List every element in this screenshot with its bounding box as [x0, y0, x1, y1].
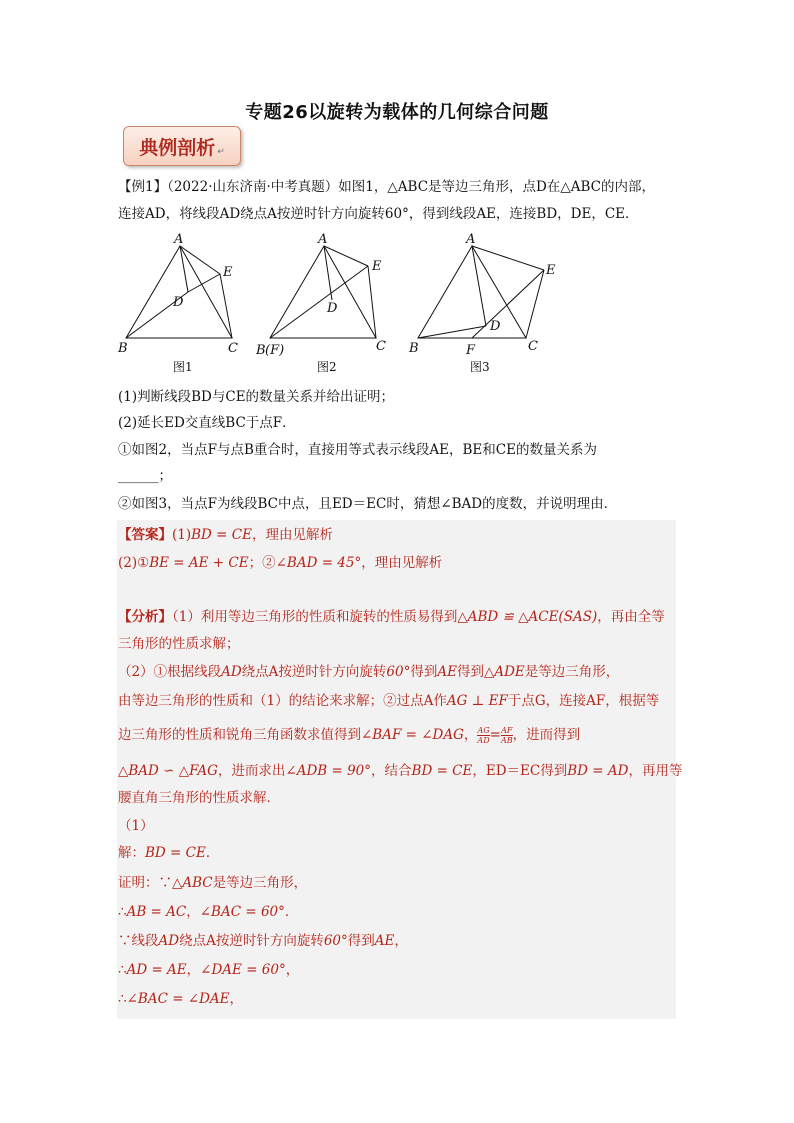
analysis-formula: △ADE [483, 664, 525, 680]
answer-2-text: ，理由见解析 [361, 555, 443, 571]
question-2-2: ②如图3，当点F为线段BC中点，且ED＝EC时，猜想∠BAD的度数，并说明理由． [118, 496, 618, 512]
analysis-text: ，再由全等 [597, 609, 665, 625]
answer-2-angle: ∠BAD = 45° [275, 555, 362, 571]
solution-line-3 [118, 903, 678, 921]
solution-text: 解： [118, 845, 145, 861]
solution-text: ， [285, 962, 300, 978]
figure-1 [126, 246, 232, 338]
solution-text: ∴ [118, 904, 127, 920]
fig1-label-c: C [228, 341, 238, 356]
solution-text: ． [284, 904, 299, 920]
solution-text: ， [186, 962, 201, 978]
analysis-text: 绕点A按逆时针方向旋转 [241, 664, 387, 680]
analysis-formula: △BAD ∽ △FAG [118, 763, 218, 779]
analysis-formula: AD [221, 664, 242, 680]
solution-formula: △ABC [172, 875, 213, 891]
fig2-label-e: E [372, 259, 382, 274]
solution-formula: 60° [323, 933, 348, 949]
solution-text: 得到 [347, 933, 375, 949]
analysis-text: ， [463, 727, 478, 743]
fraction-numerator: AG [477, 726, 490, 735]
analysis-text: 得到 [410, 664, 438, 680]
analysis-formula: △ABD ≌ △ACE(SAS) [457, 609, 598, 625]
analysis-line-3 [118, 663, 678, 681]
solution-formula: ∠DAE = 60° [200, 962, 286, 978]
analysis-formula: = [489, 727, 501, 743]
analysis-tag: 【分析】 [118, 609, 172, 625]
analysis-line-6 [118, 762, 683, 780]
solution-text: ∵线段 [118, 933, 159, 949]
analysis-formula: 60° [386, 664, 411, 680]
solution-text: ， [229, 991, 244, 1007]
fraction-denominator: AD [477, 736, 490, 745]
analysis-line-2: 三角形的性质求解； [118, 636, 240, 652]
solution-text: ∴ [118, 962, 127, 978]
solution-line-5 [118, 961, 678, 979]
analysis-text: ，进而得到 [512, 727, 581, 743]
fig3-label-a: A [466, 232, 476, 247]
solution-formula: AB = AC [126, 904, 187, 920]
answer-tag: 【答案】 [118, 527, 172, 543]
answer-1-num: (1) [172, 527, 192, 543]
analysis-text: （1）利用等边三角形的性质和旋转的性质易得到 [172, 609, 458, 625]
solution-text: ． [205, 845, 220, 861]
analysis-line-1 [118, 608, 678, 626]
figure-3 [418, 246, 544, 338]
fig1-label-b: B [118, 341, 128, 356]
answer-2-formula: BE = AE + CE [149, 555, 249, 571]
fig3-label-e: E [546, 263, 556, 278]
analysis-formula: BD = CE [411, 763, 473, 779]
analysis-text: 由等边三角形的性质和（1）的结论来求解；②过点A作 [118, 693, 447, 709]
example-text-1: 如图1，△ABC是等边三角形，点D在△ABC的内部， [338, 179, 655, 195]
answer-2-num: (2)① [118, 555, 150, 571]
fig2-label-a: A [318, 232, 328, 247]
fig3-label-d: D [490, 319, 501, 334]
answer-1-formula: BD = CE [191, 527, 252, 543]
example-source: （2022·山东济南·中考真题） [167, 179, 339, 195]
answer-2-sep: ；② [248, 555, 276, 571]
analysis-line-5 [118, 726, 678, 745]
analysis-text: ，结合 [371, 763, 412, 779]
solution-text: ∴ [118, 991, 127, 1007]
solution-formula: AE [374, 933, 395, 949]
analysis-text: 得到 [456, 664, 484, 680]
fraction-denominator: AB [500, 736, 513, 745]
solution-text: 证明：∵ [118, 875, 172, 891]
analysis-text: ，进而求出 [217, 763, 286, 779]
question-2-1: ①如图2，当点F与点B重合时，直接用等式表示线段AE，BE和CE的数量关系为 [118, 442, 597, 458]
fig1-caption: 图1 [173, 360, 193, 374]
answer-line-2 [118, 554, 678, 572]
analysis-text: 于点G，连接AF，根据等 [507, 693, 660, 709]
analysis-formula: ∠ADB = 90° [285, 763, 372, 779]
fig3-label-f: F [466, 343, 476, 358]
solution-text: 是等边三角形， [212, 875, 308, 891]
fig2-label-b: B [256, 343, 266, 358]
solution-formula: AD = AE [126, 962, 187, 978]
figure-2 [270, 246, 376, 338]
analysis-text: ，再用等 [628, 763, 683, 779]
solution-formula: ∠BAC = ∠DAE [126, 991, 230, 1007]
fraction-ag-ad [477, 726, 489, 745]
solution-formula: AD [158, 933, 180, 949]
fig2-caption: 图2 [317, 360, 337, 374]
solution-formula: ∠BAC = 60° [199, 904, 285, 920]
badge-label: 典例剖析 [139, 136, 216, 159]
question-2: (2)延长ED交直线BC于点F． [118, 415, 296, 431]
fig1-label-d: D [173, 295, 184, 310]
analysis-text: ，ED＝EC得到 [472, 763, 568, 779]
fig3-caption: 图3 [470, 360, 490, 374]
fig1-label-a: A [174, 232, 184, 247]
analysis-formula: AE [437, 664, 457, 680]
analysis-line-4 [118, 692, 678, 710]
geometry-figures [110, 228, 580, 380]
solution-text: 绕点A按逆时针方向旋转 [179, 933, 324, 949]
solution-line-2 [118, 874, 678, 892]
fig3-label-c: C [528, 339, 538, 354]
analysis-formula: BD = AD [567, 763, 629, 779]
fig2-label-f: (F) [265, 343, 285, 358]
analysis-text: （2）①根据线段 [118, 664, 222, 680]
question-1: (1)判断线段BD与CE的数量关系并给出证明； [118, 389, 395, 405]
solution-line-1 [118, 844, 678, 862]
solution-text: ， [394, 933, 408, 949]
fraction-numerator: AF [501, 726, 513, 735]
fig2-label-d: D [327, 301, 338, 316]
example-line-2: 连接AD，将线段AD绕点A按逆时针方向旋转60°，得到线段AE，连接BD，DE，CE． [118, 206, 639, 222]
answer-1-text: ，理由见解析 [251, 527, 333, 543]
return-mark-icon: ↵ [217, 147, 225, 157]
question-2-1-blank: ______； [118, 468, 172, 484]
answer-line-1 [118, 526, 678, 544]
analysis-line-7: 腰直角三角形的性质求解． [118, 790, 280, 806]
solution-formula: BD = CE [145, 845, 206, 861]
section-badge [123, 126, 241, 166]
example-line-1 [118, 178, 678, 196]
solution-line-6 [118, 990, 678, 1008]
fig1-label-e: E [223, 265, 233, 280]
fraction-af-ab [501, 726, 513, 745]
fig3-label-b: B [409, 341, 419, 356]
example-tag: 【例1】 [118, 179, 168, 195]
page-title: 专题26以旋转为载体的几何综合问题 [245, 102, 549, 123]
solution-text: ， [186, 904, 200, 920]
fig2-label-c: C [376, 339, 386, 354]
solution-part-label: （1） [118, 818, 154, 834]
analysis-formula: ∠BAF = ∠DAG [361, 727, 464, 743]
analysis-formula: AG ⊥ EF [446, 693, 508, 709]
solution-line-4 [118, 932, 678, 950]
analysis-text: 是等边三角形， [524, 664, 620, 680]
analysis-text: 边三角形的性质和锐角三角函数求值得到 [118, 727, 361, 743]
